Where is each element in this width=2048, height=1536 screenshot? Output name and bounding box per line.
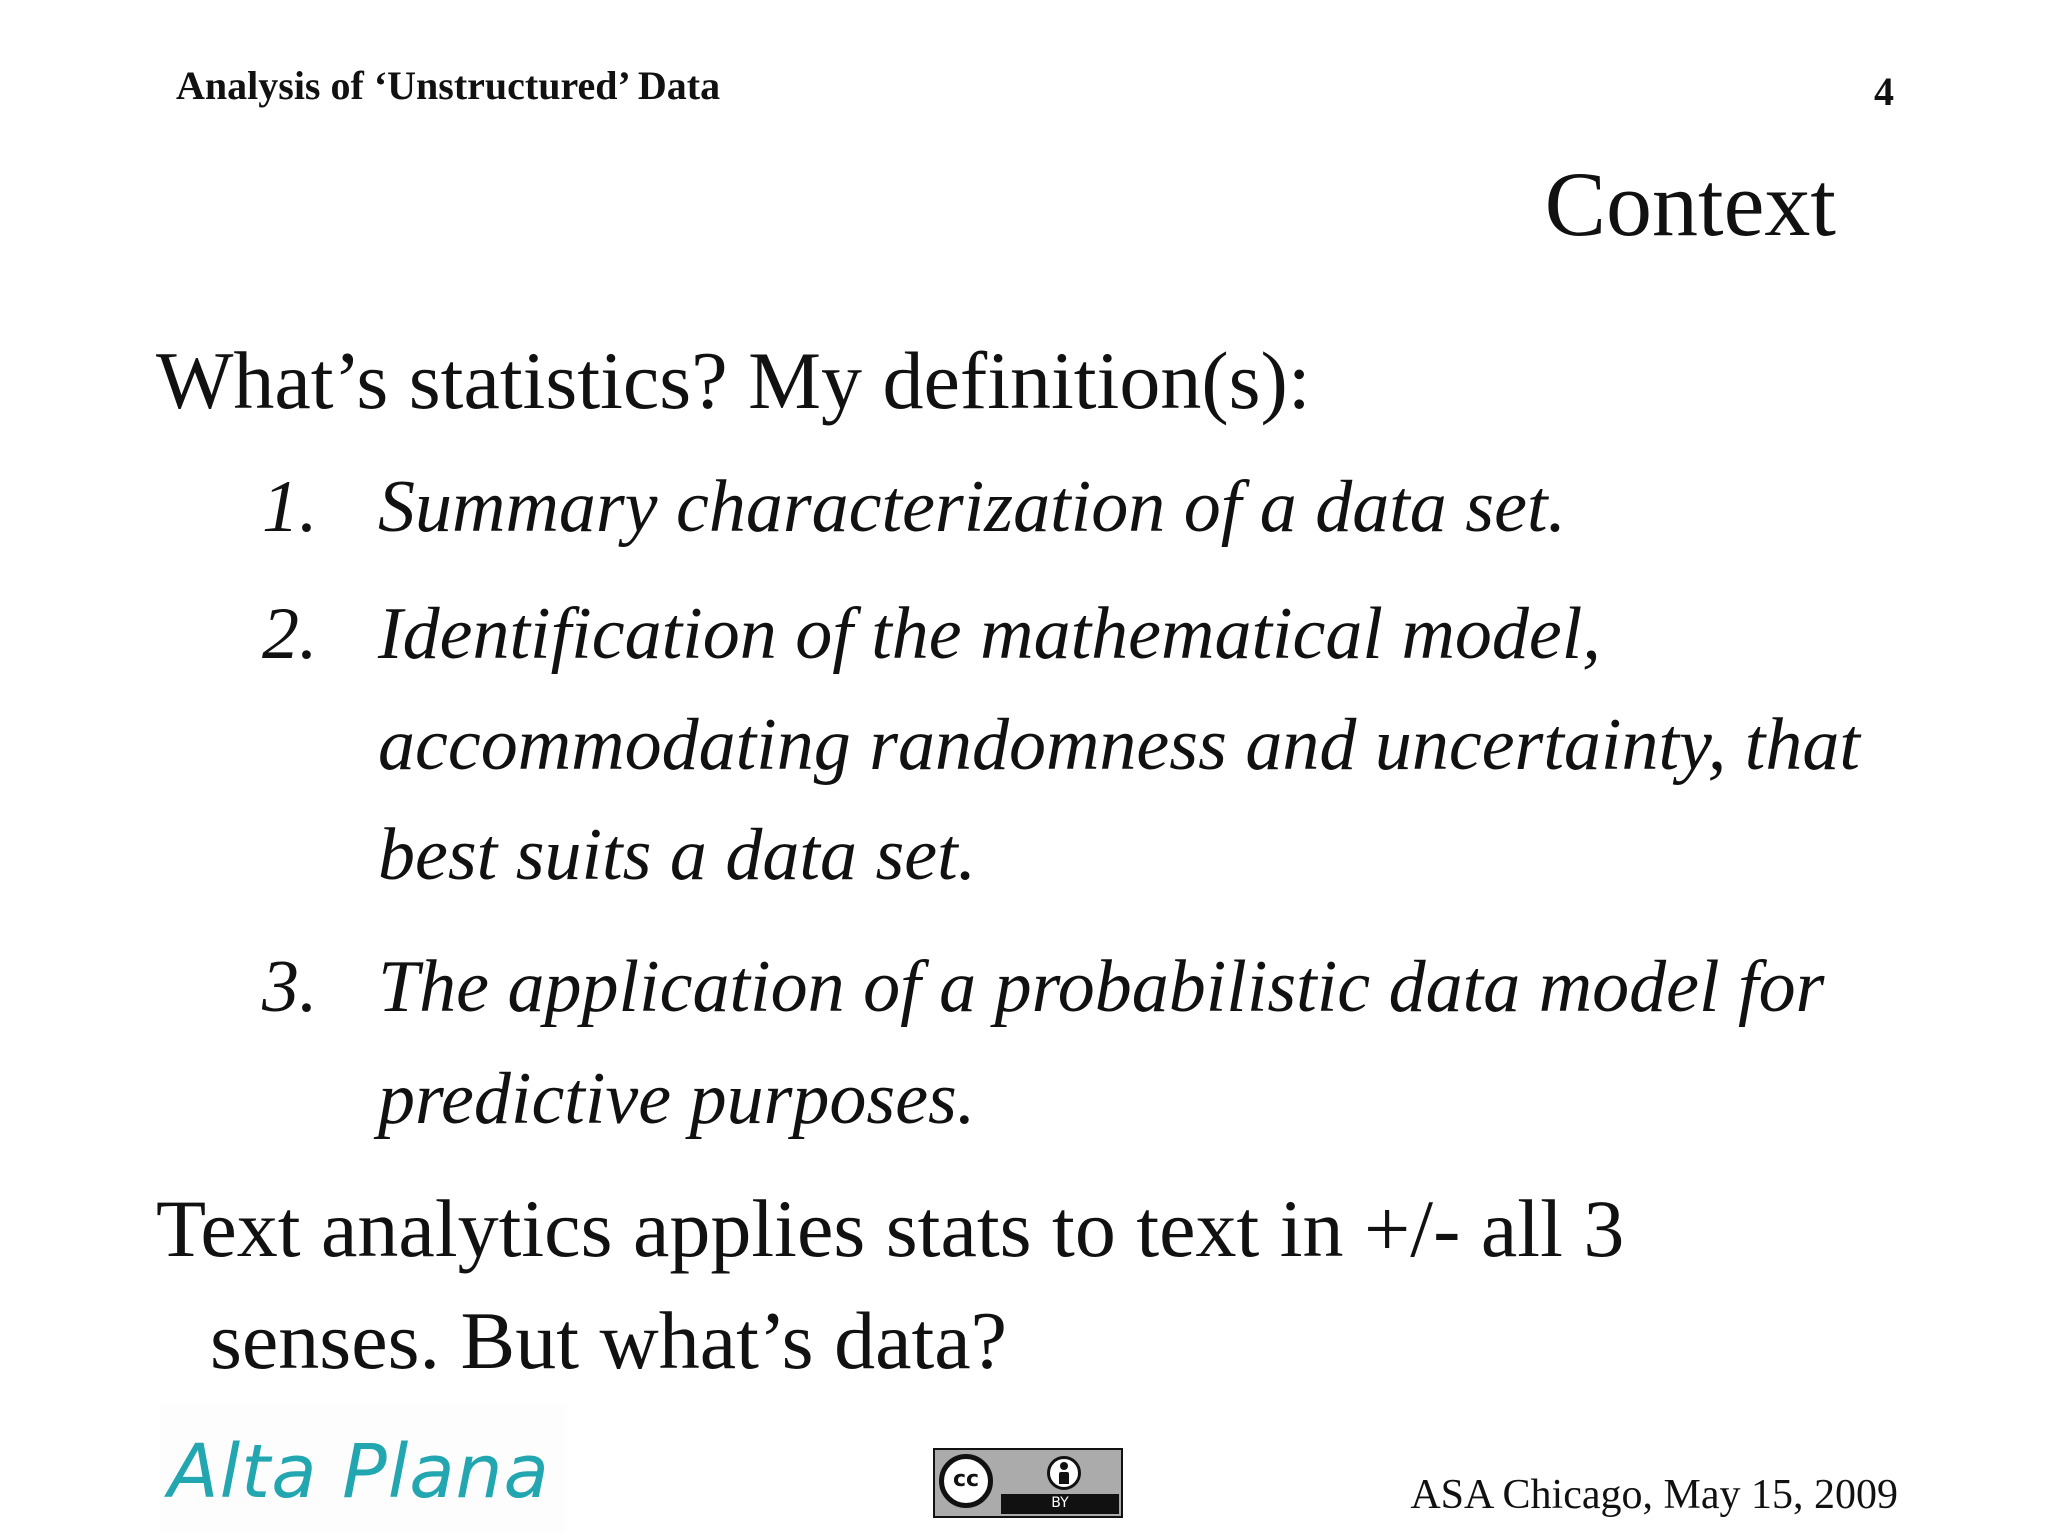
- item-2-line-2: accommodating randomness and uncertainty, that: [378, 704, 1860, 786]
- cc-letters: cc: [952, 1467, 980, 1492]
- by-strip: [1001, 1494, 1119, 1514]
- page-number: 4: [1874, 69, 1894, 114]
- closing-line-1: Text analytics applies stats to text in +/- all 3: [156, 1183, 1625, 1274]
- footer-event: ASA Chicago, May 15, 2009: [1410, 1472, 1898, 1518]
- cc-by-license-badge: [933, 1448, 1123, 1518]
- header-title: Analysis of ‘Unstructured’ Data: [176, 63, 721, 108]
- item-1-line-1: Summary characterization of a data set.: [378, 466, 1567, 548]
- closing-line-2: senses. But what’s data?: [210, 1295, 1008, 1386]
- item-number-1: 1.: [262, 466, 318, 548]
- lead-question: What’s statistics? My definition(s):: [156, 335, 1311, 426]
- slide-title: Context: [1544, 153, 1836, 255]
- cc-icon: [939, 1454, 993, 1508]
- logo-text: Alta Plana: [168, 1429, 550, 1515]
- item-number-2: 2.: [262, 593, 318, 675]
- item-3-line-2: predictive purposes.: [378, 1058, 976, 1140]
- item-number-3: 3.: [262, 946, 318, 1028]
- attribution-person-icon: [1047, 1456, 1081, 1490]
- item-3-line-1: The application of a probabilistic data model for: [378, 946, 1825, 1028]
- item-2-line-1: Identification of the mathematical model,: [378, 593, 1601, 675]
- alta-plana-logo: [160, 1405, 565, 1533]
- by-label: BY: [1051, 1495, 1069, 1511]
- item-2-line-3: best suits a data set.: [378, 814, 977, 896]
